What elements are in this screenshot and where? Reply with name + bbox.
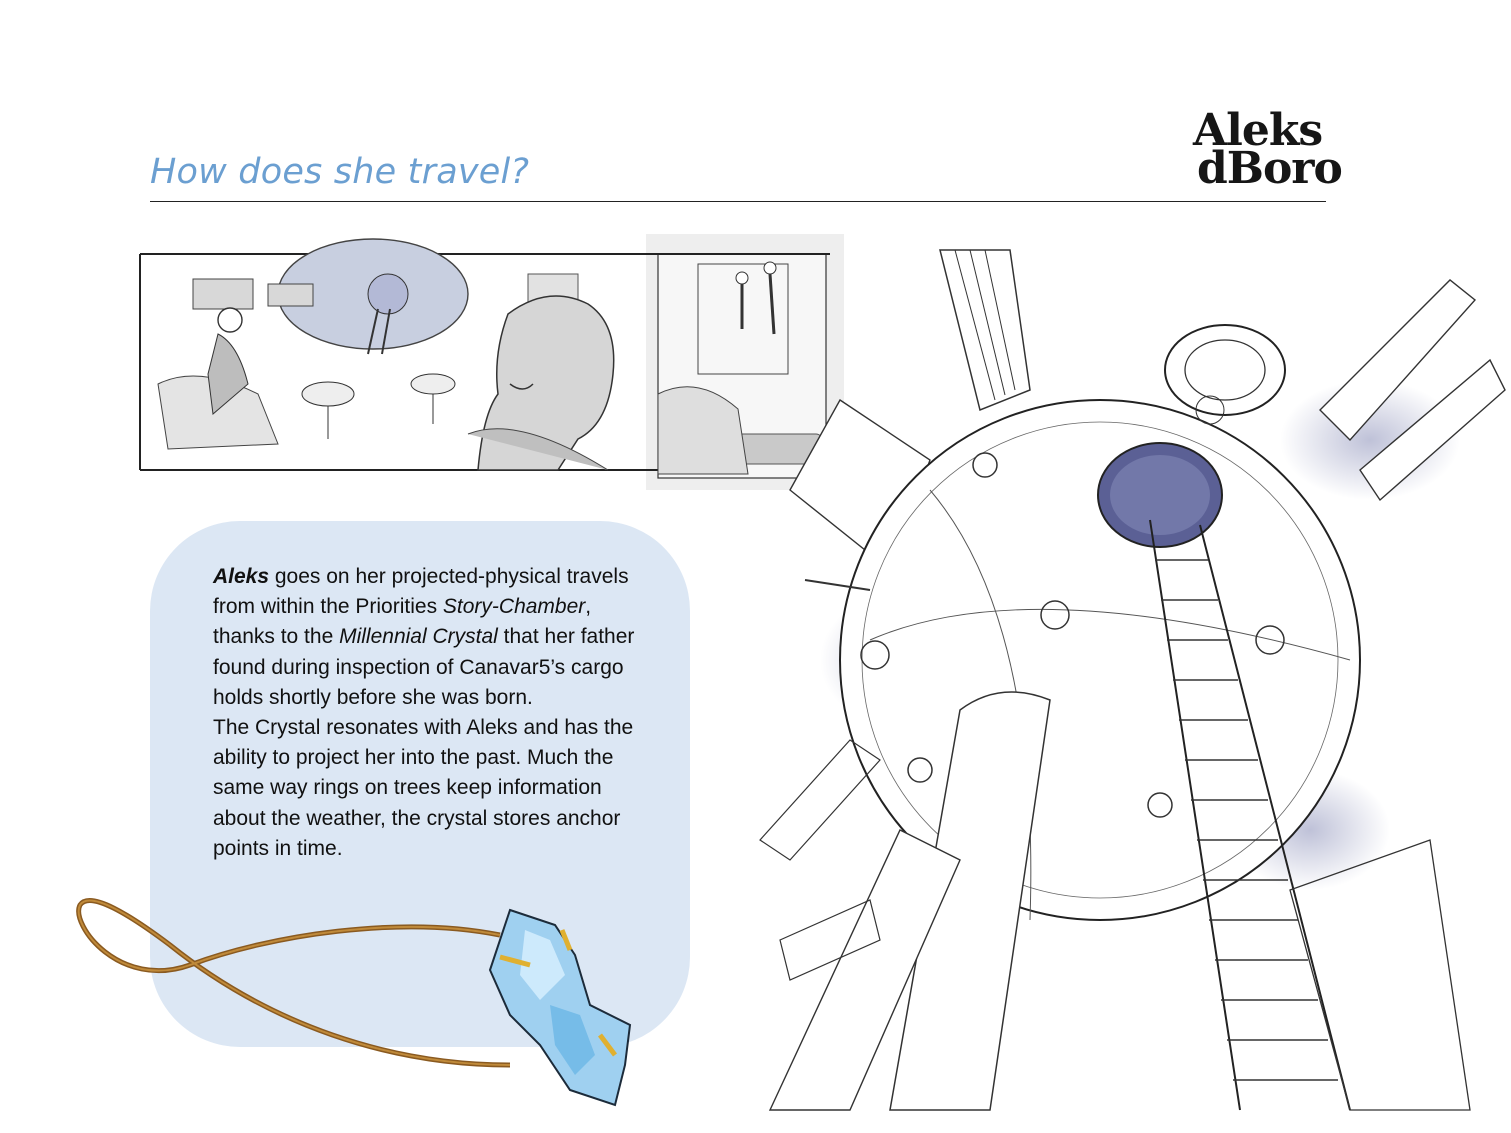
logo-line-2: dBoro xyxy=(1197,143,1342,194)
aleks-name: Aleks xyxy=(213,565,270,588)
logo-line-1: Aleks xyxy=(1193,105,1323,156)
crystal-necklace-image xyxy=(70,895,640,1115)
description-text xyxy=(213,562,653,864)
sphere-machine-sketch-image xyxy=(730,240,1511,1115)
description-paragraph-2: The Crystal resonates with Aleks and has the ability to project her into the past. Much the same way rings on trees keep information about the weather, the crystal stores anchor points in time. xyxy=(213,716,634,860)
title-divider xyxy=(150,201,1326,202)
millennial-crystal: Millennial Crystal xyxy=(339,625,498,649)
slide-title: How does she travel? xyxy=(150,152,530,192)
aleks-dboro-logo xyxy=(1193,105,1342,194)
description-paragraph-1: Aleks goes on her projected-physical travels from within the Priorities Story-Chamber, thanks to the Millennial Crystal that her father found during inspection of Canavar5’s cargo holds shortly before she was born. xyxy=(213,565,635,709)
story-chamber: Story-Chamber xyxy=(442,595,586,619)
